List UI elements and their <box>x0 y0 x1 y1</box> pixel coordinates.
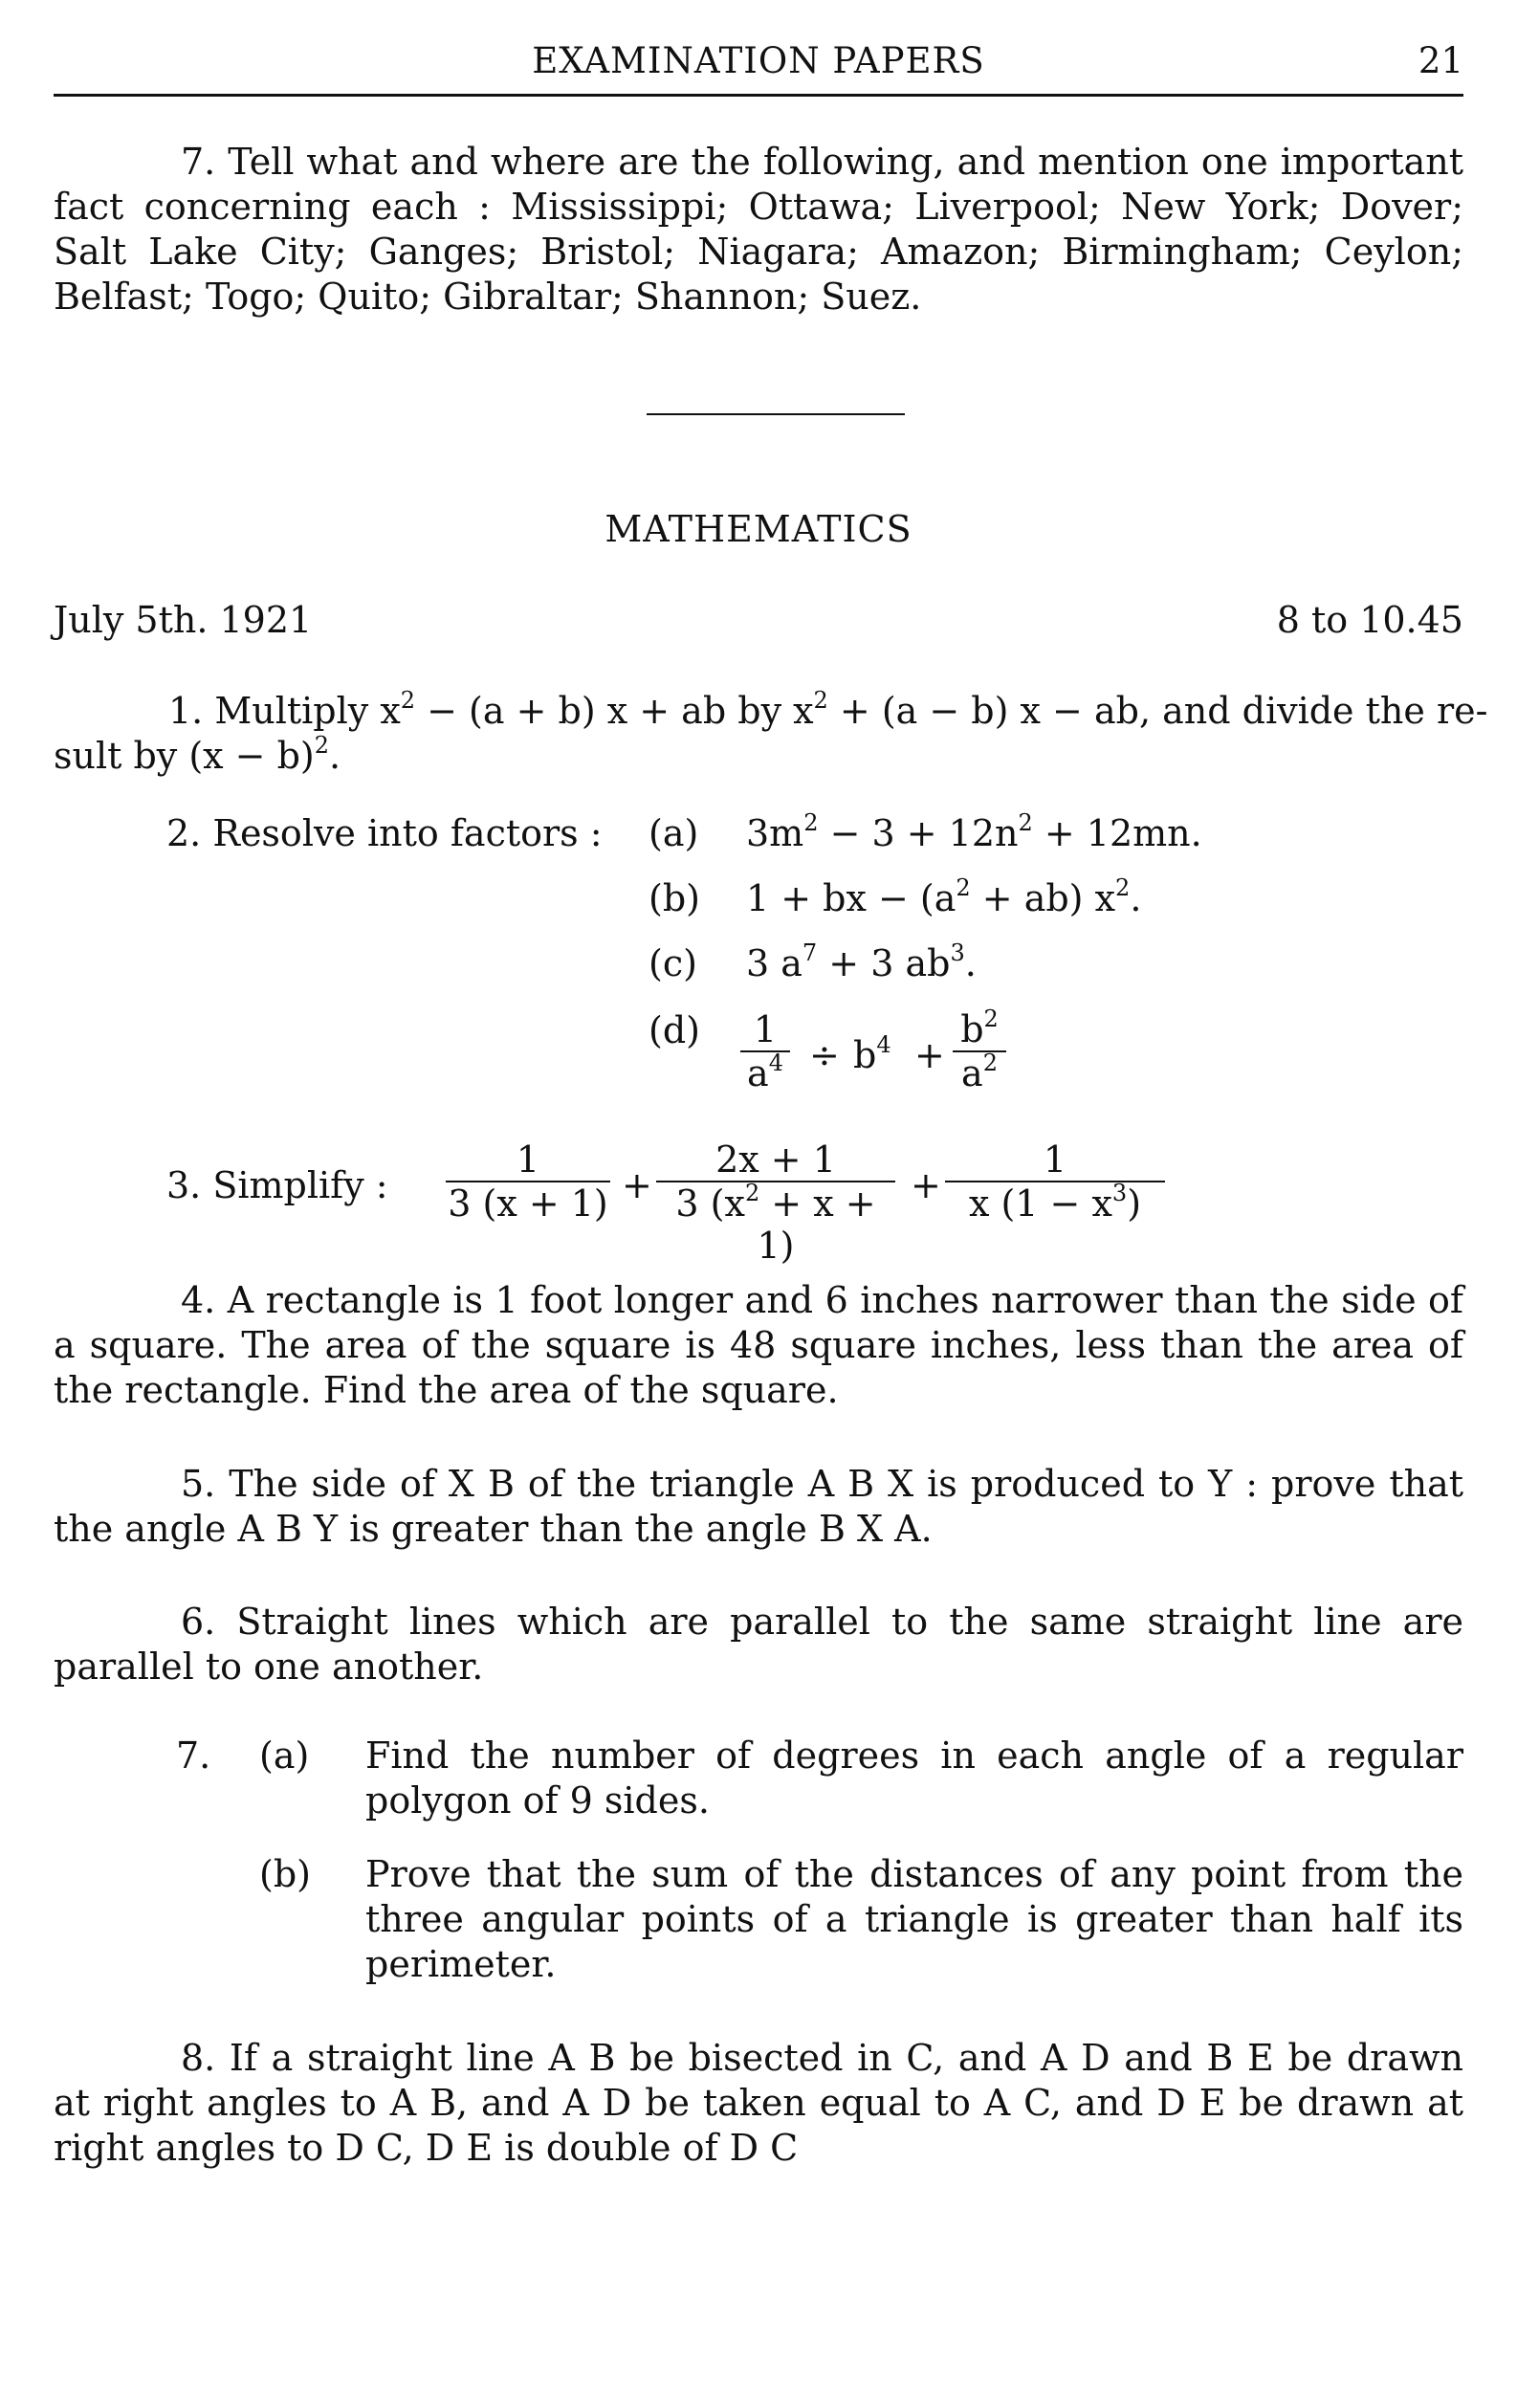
q2-d-num-1: 1 <box>740 1008 790 1052</box>
question-6 <box>54 1600 1463 1690</box>
exam-time: 8 to 10.45 <box>1276 599 1463 641</box>
section-title: MATHEMATICS <box>605 508 912 550</box>
q2-d-middle <box>853 1033 891 1078</box>
q2-c-expr-2: + 3 ab <box>817 942 951 984</box>
q2-c-expr-3: . <box>964 942 977 984</box>
q2-a-expr-1: 3m <box>746 812 804 854</box>
q2-c-expression <box>746 941 977 986</box>
question-1-line-1 <box>168 687 1488 734</box>
question-7-number: 7. <box>176 1734 211 1777</box>
q2-b-sup-2: 2 <box>1115 874 1131 901</box>
q1-line2-b: . <box>329 735 341 777</box>
q2-d-den1-base: a <box>747 1052 769 1094</box>
q2-c-expr-1: 3 a <box>746 942 802 984</box>
q2-b-label: (b) <box>649 877 700 919</box>
header-title: EXAMINATION PAPERS <box>532 40 985 81</box>
q2-a-expression <box>746 811 1202 856</box>
q2-d-label: (d) <box>649 1009 700 1051</box>
q2-d-den-1 <box>740 1049 790 1094</box>
q2-a-expr-3: + 12mn. <box>1032 812 1202 854</box>
q2-a-sup-2: 2 <box>1018 809 1033 836</box>
q2-a-sup-1: 2 <box>803 809 819 836</box>
q3-f3-den-sup: 3 <box>1111 1180 1128 1206</box>
q1-text-a: 1. Multiply x <box>168 690 401 732</box>
q2-d-num-2 <box>953 1005 1006 1052</box>
q1-text-c: + (a − b) x − ab, and divide the re- <box>827 690 1488 732</box>
q2-d-divide: ÷ <box>809 1034 840 1076</box>
q3-plus-1: + <box>622 1164 652 1206</box>
q2-d-mid-base: b <box>853 1034 877 1076</box>
q3-f2-den <box>656 1182 895 1267</box>
q7-b-text: Prove that the sum of the distances of any point from the three angular points of a triangle is greater than half its perimeter. <box>365 1853 1463 1985</box>
geography-question-7 <box>54 140 1463 320</box>
q1-line2-a: sult by (x − b) <box>54 735 315 777</box>
q2-d-plus: + <box>914 1034 945 1076</box>
q2-b-expression <box>746 876 1141 921</box>
q3-plus-2: + <box>911 1164 941 1206</box>
page-number: 21 <box>1418 40 1463 81</box>
q3-f3-num: 1 <box>945 1138 1165 1182</box>
q7-a-label: (a) <box>259 1734 310 1777</box>
q3-fraction-2 <box>656 1138 895 1267</box>
q2-d-num2-sup: 2 <box>983 1005 999 1032</box>
q2-c-sup-1: 7 <box>802 939 818 966</box>
question-4-text: 4. A rectangle is 1 foot longer and 6 inches narrower than the side of a square. The area of the square is 48 square inches, less than the area of the rectangle. Find the area of the square. <box>54 1279 1463 1411</box>
q2-d-mid-sup: 4 <box>876 1031 891 1058</box>
question-5 <box>54 1462 1463 1552</box>
q2-d-den2-base: a <box>961 1052 983 1094</box>
question-2-label: 2. Resolve into factors : <box>166 812 603 854</box>
question-8-text: 8. If a straight line A B be bisected in C, and A D and B E be drawn at right angles to A B, and A D be taken equal to A C, and D E be drawn at right angles to D C, D E is double of D C <box>54 2037 1463 2169</box>
q2-a-label: (a) <box>649 812 699 854</box>
geography-question-7-text: 7. Tell what and where are the following, and mention one important fact concerning each : Mississippi; Ottawa; Liverpool; New York; Dover; Salt Lake City; Ganges; Bristol; Niagara; Amazon; Birmingham; Ceylon; Belfast; Togo; Quito; Gibraltar; Shannon; Suez. <box>54 141 1463 318</box>
q2-c-label: (c) <box>649 942 697 984</box>
q3-f3-den-a: x (1 − x <box>968 1182 1112 1225</box>
section-separator <box>647 413 905 415</box>
q3-f2-den-b: + x + 1) <box>757 1182 876 1267</box>
q2-a-expr-2: − 3 + 12n <box>818 812 1019 854</box>
q2-b-sup-1: 2 <box>956 874 971 901</box>
q3-f3-den <box>945 1182 1165 1225</box>
q3-f1-den: 3 (x + 1) <box>448 1182 608 1225</box>
q2-b-expr-1: 1 + bx − (a <box>746 877 956 919</box>
q1-line2-sup: 2 <box>314 732 330 759</box>
q3-fraction-1 <box>446 1138 610 1225</box>
q2-d-den-2 <box>953 1049 1006 1094</box>
header-rule <box>54 94 1463 97</box>
q1-sup-b: 2 <box>813 687 828 714</box>
question-3-label: 3. Simplify : <box>166 1164 388 1206</box>
question-4 <box>54 1278 1463 1413</box>
q3-fraction-3 <box>945 1138 1165 1225</box>
question-6-text: 6. Straight lines which are parallel to the same straight line are parallel to one another. <box>54 1601 1463 1688</box>
question-8 <box>54 2036 1463 2171</box>
q2-d-fraction-2 <box>953 1005 1006 1094</box>
q2-b-expr-3: . <box>1130 877 1142 919</box>
exam-date: July 5th. 1921 <box>54 599 313 641</box>
q2-d-num2-base: b <box>960 1008 984 1050</box>
q2-b-expr-2: + ab) x <box>970 877 1116 919</box>
page <box>54 0 1488 2408</box>
q3-f2-den-a: 3 (x <box>675 1182 745 1225</box>
question-5-text: 5. The side of X B of the triangle A B X is produced to Y : prove that the angle A B Y is greater than the angle B X A. <box>54 1463 1463 1550</box>
q1-text-b: − (a + b) x + ab by x <box>415 690 814 732</box>
q2-c-sup-2: 3 <box>950 939 965 966</box>
q7-a-text: Find the number of degrees in each angle of a regular polygon of 9 sides. <box>365 1734 1463 1822</box>
q3-f2-num: 2x + 1 <box>656 1138 895 1182</box>
q3-f3-den-b: ) <box>1127 1182 1142 1225</box>
q2-d-fraction-1 <box>740 1008 790 1094</box>
question-1-line-2 <box>54 734 341 779</box>
q1-sup-a: 2 <box>400 687 416 714</box>
q2-d-den2-sup: 2 <box>982 1049 998 1076</box>
q3-f1-num: 1 <box>446 1138 610 1182</box>
q7-b-label: (b) <box>259 1853 311 1895</box>
q3-f2-den-sup: 2 <box>744 1180 760 1206</box>
running-header <box>54 38 1463 88</box>
q2-d-den1-sup: 4 <box>768 1049 783 1076</box>
